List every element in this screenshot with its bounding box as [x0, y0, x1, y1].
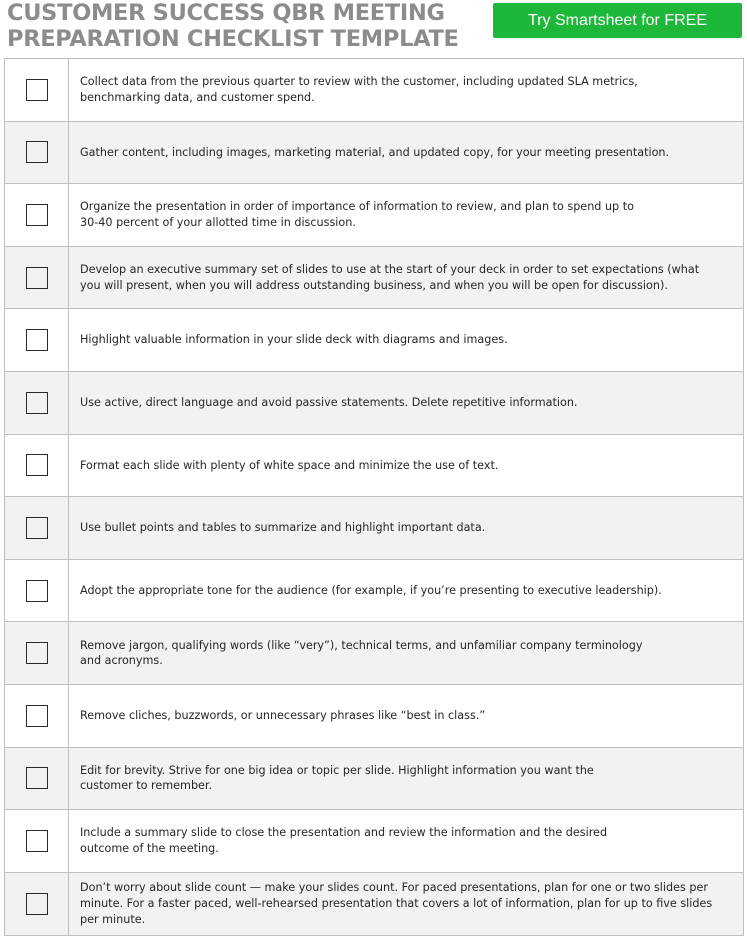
- checklist-item-text: Organize the presentation in order of importance of information to review, and plan to spend up to 30-40 percent of your allotted time in discussion.: [80, 200, 634, 229]
- checklist-item-text: Remove jargon, qualifying words (like “very”), technical terms, and unfamiliar company terminology and acronyms.: [80, 638, 643, 668]
- checklist-item-text: Highlight valuable information in your slide deck with diagrams and images.: [80, 333, 508, 347]
- checklist-item-text-cell: [69, 873, 743, 935]
- checklist-item-text-cell: [69, 184, 743, 246]
- checklist-item-text-cell: [69, 122, 743, 184]
- checkbox-cell: [5, 372, 69, 434]
- checkbox-cell: [5, 309, 69, 371]
- checklist-item-text: Collect data from the previous quarter to review with the customer, including updated SLA metrics, benchmarking data, and customer spend.: [80, 75, 638, 104]
- checklist-item-text: Develop an executive summary set of slides to use at the start of your deck in order to set expectations (what you will present, when you will address outstanding business, and when you will be open for discussion).: [80, 262, 700, 292]
- checklist-item-text-cell: [69, 685, 743, 747]
- checklist-row: [4, 59, 744, 122]
- checkbox[interactable]: [26, 392, 48, 414]
- checklist-row: [4, 810, 744, 873]
- checklist-item-text-cell: [69, 560, 743, 622]
- checkbox-cell: [5, 685, 69, 747]
- checkbox-cell: [5, 247, 69, 309]
- checklist-row: [4, 497, 744, 560]
- checkbox[interactable]: [26, 517, 48, 539]
- checklist-row: [4, 122, 744, 185]
- checklist-item-text: Adopt the appropriate tone for the audience (for example, if you’re presenting to executive leadership).: [80, 583, 662, 597]
- try-smartsheet-button[interactable]: Try Smartsheet for FREE: [493, 3, 742, 38]
- checklist-item-text-cell: [69, 435, 743, 497]
- checkbox-cell: [5, 59, 69, 121]
- checkbox-cell: [5, 184, 69, 246]
- checklist-item-text: Format each slide with plenty of white space and minimize the use of text.: [80, 458, 499, 472]
- checkbox[interactable]: [26, 454, 48, 476]
- checklist-item-text: Include a summary slide to close the presentation and review the information and the desired outcome of the meeting.: [80, 826, 608, 855]
- checkbox[interactable]: [26, 141, 48, 163]
- checklist-item-text-cell: [69, 247, 743, 309]
- checklist-row: [4, 309, 744, 372]
- checkbox[interactable]: [26, 705, 48, 727]
- checkbox[interactable]: [26, 79, 48, 101]
- checkbox-cell: [5, 560, 69, 622]
- checkbox[interactable]: [26, 893, 48, 915]
- checklist-item-text-cell: [69, 748, 743, 810]
- checklist-item-text-cell: [69, 497, 743, 559]
- checkbox[interactable]: [26, 580, 48, 602]
- checklist-row: [4, 560, 744, 623]
- checkbox-cell: [5, 122, 69, 184]
- checkbox-cell: [5, 497, 69, 559]
- checklist-item-text: Use active, direct language and avoid passive statements. Delete repetitive information.: [80, 395, 578, 409]
- title-line-2: PREPARATION CHECKLIST TEMPLATE: [7, 26, 459, 52]
- checklist-item-text: Remove cliches, buzzwords, or unnecessary phrases like “best in class.”: [80, 708, 486, 722]
- checklist-table: [4, 58, 744, 936]
- checklist-row: [4, 873, 744, 936]
- checklist-row: [4, 685, 744, 748]
- header: [0, 0, 747, 58]
- checkbox[interactable]: [26, 642, 48, 664]
- checkbox[interactable]: [26, 204, 48, 226]
- checklist-item-text: Edit for brevity. Strive for one big idea or topic per slide. Highlight information you want the customer to remember.: [80, 763, 594, 793]
- checkbox-cell: [5, 873, 69, 935]
- checklist-item-text-cell: [69, 622, 743, 684]
- checkbox[interactable]: [26, 329, 48, 351]
- checklist-item-text-cell: [69, 372, 743, 434]
- checkbox-cell: [5, 622, 69, 684]
- checklist-item-text: Don’t worry about slide count — make your slides count. For paced presentations, plan for one or two slides per minute. For a faster paced, well-rehearsed presentation that covers a lot of information, plan for up to five slides per minute.: [80, 881, 713, 926]
- checklist-row: [4, 247, 744, 310]
- checklist-row: [4, 184, 744, 247]
- checkbox[interactable]: [26, 767, 48, 789]
- checklist-item-text-cell: [69, 59, 743, 121]
- checkbox-cell: [5, 435, 69, 497]
- checkbox-cell: [5, 748, 69, 810]
- checklist-item-text-cell: [69, 309, 743, 371]
- checkbox[interactable]: [26, 830, 48, 852]
- checkbox-cell: [5, 810, 69, 872]
- checklist-item-text: Use bullet points and tables to summarize and highlight important data.: [80, 521, 486, 535]
- checklist-row: [4, 622, 744, 685]
- title-line-1: CUSTOMER SUCCESS QBR MEETING: [7, 0, 445, 26]
- checklist-row: [4, 435, 744, 498]
- checklist-item-text: Gather content, including images, marketing material, and updated copy, for your meeting presentation.: [80, 145, 670, 159]
- checklist-row: [4, 372, 744, 435]
- checkbox[interactable]: [26, 267, 48, 289]
- checklist-row: [4, 748, 744, 811]
- page-title: [7, 0, 459, 52]
- checklist-item-text-cell: [69, 810, 743, 872]
